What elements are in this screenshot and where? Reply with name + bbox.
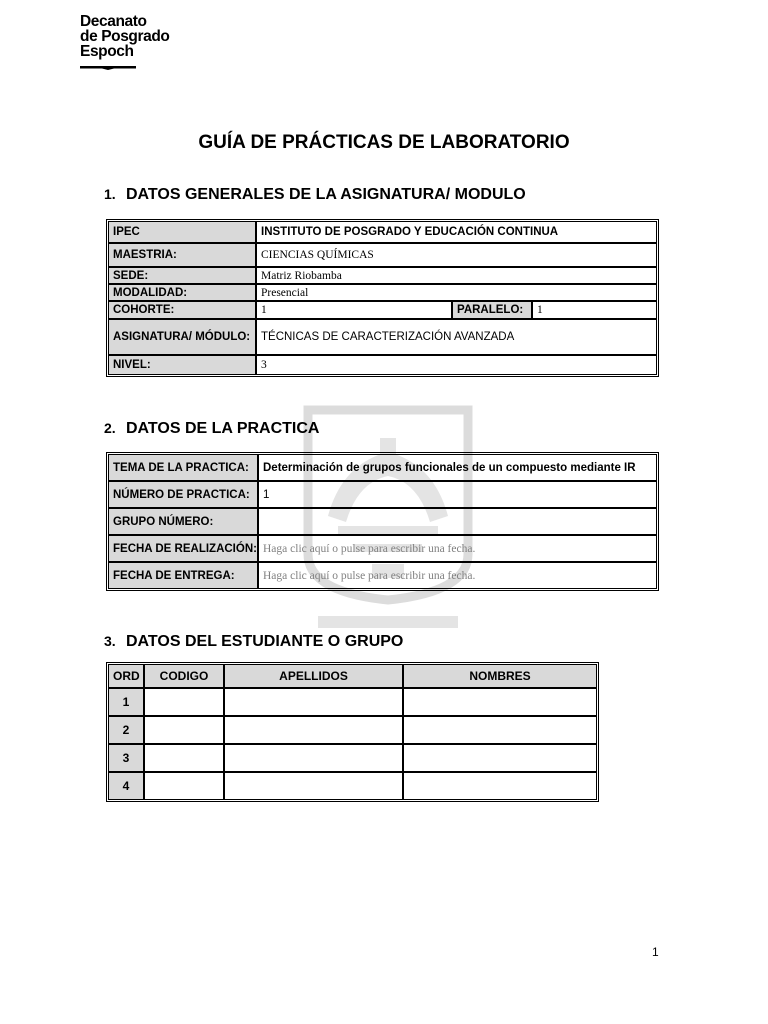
section-1-heading [104, 186, 526, 204]
paralelo-value: 1 [532, 301, 657, 319]
fecha-realizacion-field[interactable]: Haga clic aquí o pulse para escribir una fecha. [258, 535, 657, 562]
header-codigo: CODIGO [144, 664, 224, 688]
section-3-heading [104, 633, 403, 651]
fecha-entrega-field[interactable]: Haga clic aquí o pulse para escribir una fecha. [258, 562, 657, 589]
numero-practica-value[interactable]: 1 [258, 481, 657, 508]
logo-book-icon [80, 66, 136, 70]
table-row [108, 772, 597, 800]
tema-value[interactable]: Determinación de grupos funcionales de un compuesto mediante IR [258, 454, 657, 481]
section-3-title: DATOS DEL ESTUDIANTE O GRUPO [126, 633, 404, 650]
section-2-heading [104, 420, 319, 438]
row-nombres-cell[interactable] [403, 716, 597, 744]
sede-value: Matriz Riobamba [256, 267, 657, 284]
student-table [106, 662, 599, 802]
row-ord: 1 [108, 688, 144, 716]
numero-practica-label: NÚMERO DE PRACTICA: [108, 481, 258, 508]
tema-label: TEMA DE LA PRACTICA: [108, 454, 258, 481]
nivel-label: NIVEL: [108, 355, 256, 375]
header-apellidos: APELLIDOS [224, 664, 403, 688]
section-1-title: DATOS GENERALES DE LA ASIGNATURA/ MODULO [126, 186, 526, 203]
general-data-table [106, 219, 659, 377]
grupo-numero-label: GRUPO NÚMERO: [108, 508, 258, 535]
table-row [108, 688, 597, 716]
row-ord: 3 [108, 744, 144, 772]
maestria-label: MAESTRIA: [108, 243, 256, 267]
ipec-label: IPEC [108, 221, 256, 243]
row-apellidos-cell[interactable] [224, 744, 403, 772]
modalidad-value: Presencial [256, 284, 657, 301]
row-ord: 2 [108, 716, 144, 744]
row-apellidos-cell[interactable] [224, 688, 403, 716]
logo-line-1: Decanato [80, 13, 147, 30]
row-nombres-cell[interactable] [403, 688, 597, 716]
row-codigo-cell[interactable] [144, 744, 224, 772]
maestria-value: CIENCIAS QUÍMICAS [256, 243, 657, 267]
sede-label: SEDE: [108, 267, 256, 284]
section-2-number: 2. [104, 420, 116, 436]
cohorte-label: COHORTE: [108, 301, 256, 319]
decanato-logo [80, 14, 169, 59]
paralelo-label: PARALELO: [452, 301, 532, 319]
modalidad-label: MODALIDAD: [108, 284, 256, 301]
row-nombres-cell[interactable] [403, 744, 597, 772]
cohorte-value: 1 [256, 301, 452, 319]
section-3-number: 3. [104, 633, 116, 649]
fecha-realizacion-label: FECHA DE REALIZACIÓN: [108, 535, 258, 562]
practice-data-table [106, 452, 659, 591]
section-2-title: DATOS DE LA PRACTICA [126, 420, 320, 437]
row-apellidos-cell[interactable] [224, 772, 403, 800]
fecha-entrega-label: FECHA DE ENTREGA: [108, 562, 258, 589]
row-codigo-cell[interactable] [144, 716, 224, 744]
grupo-numero-value[interactable] [258, 508, 657, 535]
document-title: GUÍA DE PRÁCTICAS DE LABORATORIO [198, 132, 570, 153]
header-ord: ORD [108, 664, 144, 688]
row-codigo-cell[interactable] [144, 688, 224, 716]
page-number: 1 [652, 945, 659, 959]
header-nombres: NOMBRES [403, 664, 597, 688]
row-ord: 4 [108, 772, 144, 800]
row-apellidos-cell[interactable] [224, 716, 403, 744]
ipec-value: INSTITUTO DE POSGRADO Y EDUCACIÓN CONTINUA [256, 221, 657, 243]
table-row [108, 716, 597, 744]
row-nombres-cell[interactable] [403, 772, 597, 800]
nivel-value: 3 [256, 355, 657, 375]
asignatura-value: TÉCNICAS DE CARACTERIZACIÓN AVANZADA [256, 319, 657, 355]
table-row [108, 744, 597, 772]
logo-line-2: de Posgrado [80, 28, 170, 45]
row-codigo-cell[interactable] [144, 772, 224, 800]
section-1-number: 1. [104, 186, 116, 202]
logo-line-3: Espoch [80, 43, 134, 60]
asignatura-label: ASIGNATURA/ MÓDULO: [108, 319, 256, 355]
